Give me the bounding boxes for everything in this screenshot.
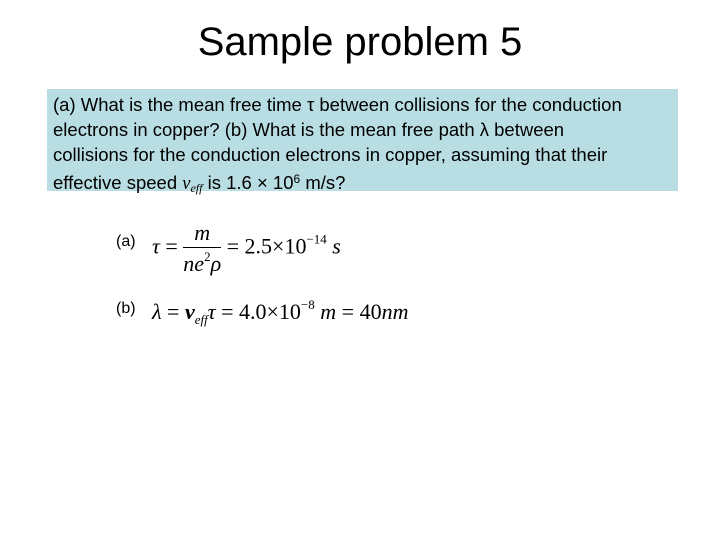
answer-a-value: = 2.5×10 xyxy=(226,233,307,259)
problem-line-4-start: effective speed xyxy=(53,172,183,193)
problem-line-4-value: is 1.6 × 10 xyxy=(202,172,294,193)
veff-subscript: eff xyxy=(194,312,208,327)
answer-a-exponent: −14 xyxy=(306,231,327,247)
speed-exponent: 6 xyxy=(293,172,301,186)
answer-b-value: = 4.0×10 xyxy=(221,299,301,324)
answer-a-label: (a) xyxy=(116,233,136,250)
den-exponent: 2 xyxy=(204,249,211,264)
lambda-symbol: λ xyxy=(152,299,162,324)
tau-symbol: τ xyxy=(207,299,216,324)
problem-line-4-end: m/s? xyxy=(300,172,346,193)
problem-statement-box xyxy=(47,89,678,195)
answer-a-unit: s xyxy=(332,233,341,259)
answer-b-exponent: −8 xyxy=(300,297,315,312)
equals-sign-1: = xyxy=(167,299,180,324)
veff-v-symbol: v xyxy=(184,299,195,324)
veff-v: v xyxy=(182,174,191,194)
fraction xyxy=(183,220,221,277)
den-ne: ne xyxy=(183,251,205,276)
slide-title: Sample problem 5 xyxy=(197,20,523,64)
problem-line-1: (a) What is the mean free time τ between collisions for the conduction xyxy=(53,94,622,115)
answer-b-label: (b) xyxy=(116,300,136,317)
answer-b-equation xyxy=(152,297,408,328)
problem-line-2: electrons in copper? (b) What is the mean free path λ between xyxy=(53,119,565,140)
effective-speed-symbol xyxy=(182,174,202,194)
answer-b-value-2: = 40 xyxy=(341,299,382,324)
veff-subscript: eff xyxy=(190,181,203,195)
equals-sign: = xyxy=(165,233,178,259)
rho-symbol: ρ xyxy=(210,251,222,276)
problem-line-3: collisions for the conduction electrons in copper, assuming that their xyxy=(53,144,608,165)
answer-b-unit-nm: nm xyxy=(381,299,409,324)
problem-line-4 xyxy=(53,167,672,201)
fraction-numerator: m xyxy=(183,220,221,248)
fraction-denominator xyxy=(183,248,221,277)
answer-b-unit-m: m xyxy=(320,299,337,324)
tau-symbol: τ xyxy=(152,233,160,259)
answer-a-equation xyxy=(152,220,341,277)
